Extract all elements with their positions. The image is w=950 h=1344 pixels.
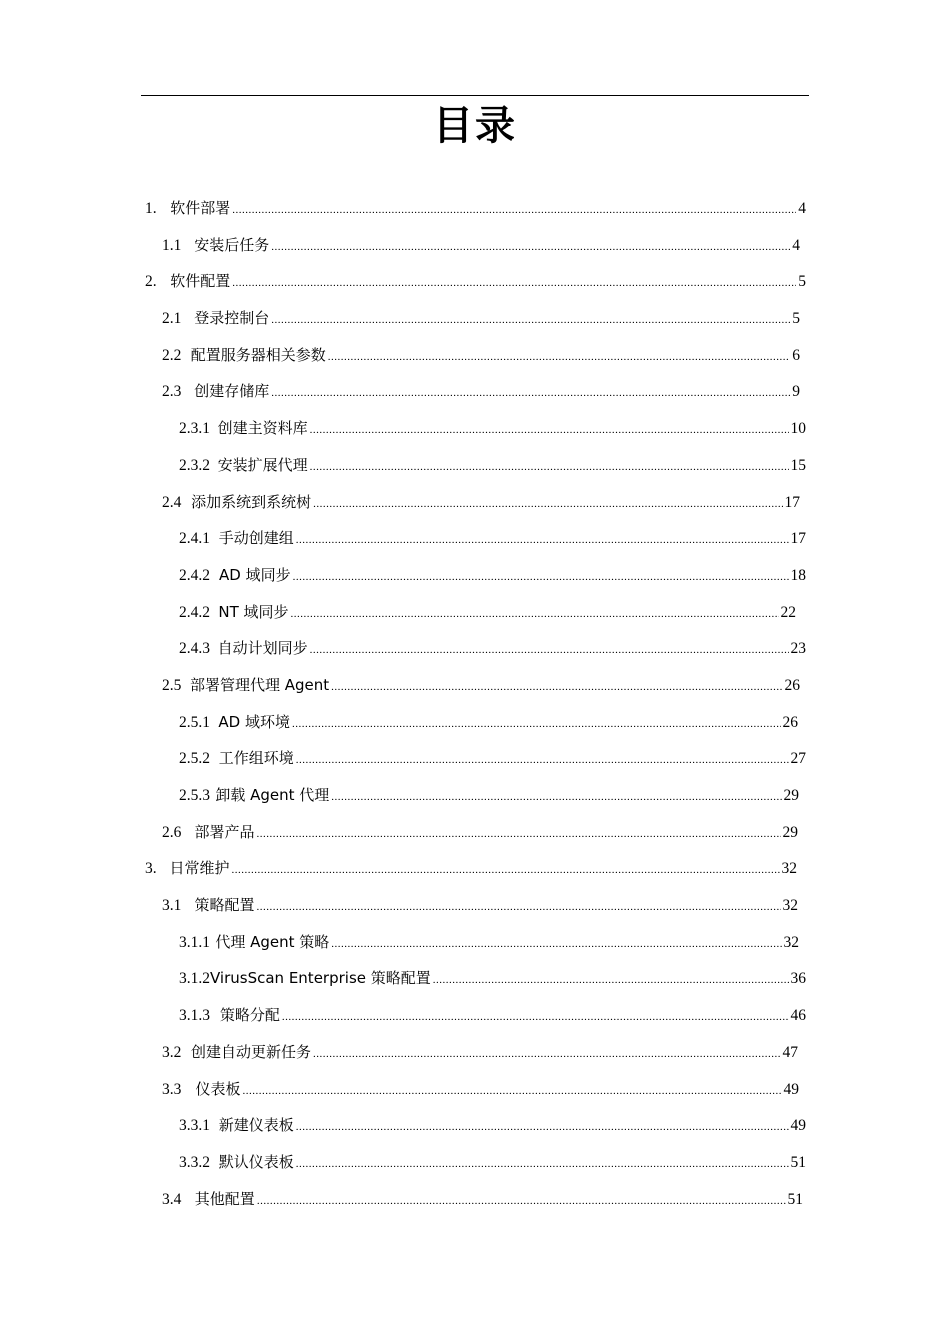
toc-entry[interactable] [162,1041,798,1078]
toc-entry[interactable] [179,454,806,491]
toc-page-number: 26 [782,713,798,731]
toc-dot-leader [310,461,789,473]
toc-dot-leader [310,424,789,436]
toc-page-number: 36 [790,970,806,988]
toc-entry[interactable] [179,784,799,821]
toc-entry-label: 工作组环境 [218,749,294,768]
toc-entry-label: 配置服务器相关参数 [190,345,326,364]
toc-dot-leader [296,534,789,546]
toc-page-number: 29 [783,787,799,804]
toc-entry-label: 创建自动更新任务 [191,1042,312,1061]
toc-dot-leader [328,351,791,363]
toc-entry-number: 2.4 [162,493,182,511]
toc-entry-label: NT 域同步 [218,602,289,621]
toc-entry-label: 软件配置 [170,272,231,291]
toc-entry-number: 2.5.2 [179,750,210,768]
toc-dot-leader [271,241,790,253]
toc-page-number: 4 [792,236,800,254]
toc-entry[interactable] [179,1114,806,1151]
toc-page-number: 49 [790,1117,806,1135]
toc-dot-leader [433,974,789,986]
toc-entry-number: 2.3.1 [179,420,210,438]
toc-page-number: 4 [798,200,806,217]
toc-entry-label: 其他配置 [194,1189,255,1208]
toc-entry-label: 默认仪表板 [218,1152,294,1171]
toc-entry-label: 部署产品 [194,822,255,841]
toc-page-number: 5 [792,310,800,328]
toc-dot-leader [242,1085,781,1097]
toc-entry-label: 安装扩展代理 [217,455,308,474]
toc-entry-label: 软件部署 [170,199,231,217]
toc-entry[interactable] [162,894,798,931]
toc-page-number: 32 [781,860,797,878]
toc-entry[interactable] [179,967,806,1004]
toc-dot-leader [232,204,796,216]
toc-entry-label: 策略配置 [194,896,255,915]
toc-dot-leader [293,571,789,583]
toc-entry[interactable] [179,1004,806,1041]
toc-entry[interactable] [162,674,800,711]
toc-entry-number: 2. [145,273,157,291]
toc-page-number: 23 [790,640,806,658]
toc-entry-number: 2.5 [162,676,182,694]
toc-page-number: 29 [782,823,798,841]
toc-entry-label: 新建仪表板 [218,1116,294,1135]
toc-entry-number: 1.1 [162,236,182,254]
toc-entry[interactable] [162,380,800,417]
toc-entry[interactable] [162,307,800,344]
toc-entry-label: 创建主资料库 [217,419,308,438]
toc-page-number: 5 [798,273,806,291]
toc-entry[interactable] [179,527,806,564]
toc-dot-leader [331,938,781,950]
toc-entry[interactable] [179,747,806,784]
toc-entry[interactable] [145,857,797,894]
toc-page-number: 32 [782,897,798,915]
toc-page-number: 47 [782,1043,798,1061]
toc-entry-label: 自动计划同步 [217,639,308,658]
toc-entry-label: 代理 Agent 策略 [215,932,330,951]
toc-dot-leader [271,387,790,399]
toc-entry-number: 3.3.1 [179,1117,210,1135]
header-rule [141,95,809,96]
toc-page-number: 6 [792,346,800,364]
toc-entry[interactable] [162,1078,799,1115]
toc-entry-number: 2.4.2 [179,603,210,621]
page-title: 目录 [433,103,517,149]
toc-page-number: 9 [792,383,800,401]
toc-entry-number: 3.1 [162,897,182,915]
toc-entry[interactable] [145,197,806,234]
toc-entry[interactable] [162,234,800,271]
toc-dot-leader [271,314,790,326]
toc-entry-number: 3.1.3 [179,1007,210,1025]
toc-page-number: 15 [790,456,806,474]
toc-page-number: 32 [783,933,799,951]
table-of-contents [0,197,950,1224]
toc-dot-leader [232,277,796,289]
toc-dot-leader [313,1048,780,1060]
toc-entry-number: 1. [145,200,157,217]
toc-entry-number: 2.2 [162,346,182,364]
toc-entry-number: 2.3 [162,383,182,401]
toc-dot-leader [282,1011,789,1023]
toc-dot-leader [331,791,781,803]
toc-dot-leader [232,864,780,876]
toc-entry-label: 仪表板 [195,1079,241,1098]
toc-dot-leader [313,498,782,510]
toc-dot-leader [296,754,789,766]
toc-page-number: 26 [784,676,800,694]
toc-dot-leader [257,828,781,840]
toc-entry-label: 日常维护 [169,859,230,878]
toc-entry-label: AD 域环境 [218,712,290,731]
toc-entry-number: 2.4.3 [179,640,210,658]
toc-page-number: 22 [780,603,796,621]
toc-page-number: 17 [784,493,800,511]
toc-entry-number: 2.5.3 [179,787,210,804]
toc-entry[interactable] [162,821,798,858]
toc-entry-number: 2.1 [162,310,182,328]
toc-entry-label: 卸载 Agent 代理 [215,786,330,804]
toc-entry-number: 2.4.2 [179,566,210,584]
toc-dot-leader [291,608,779,620]
toc-entry[interactable] [179,637,806,674]
toc-entry-number: 3.3.2 [179,1153,210,1171]
toc-entry-label: 登录控制台 [194,309,270,328]
toc-entry-number: 2.5.1 [179,713,210,731]
toc-page-number: 27 [790,750,806,768]
toc-dot-leader [310,644,789,656]
toc-page-number: 51 [790,1153,806,1171]
toc-entry[interactable] [162,344,800,381]
toc-entry-number: 3.1.2 [179,970,210,988]
toc-entry-number: 3.1.1 [179,933,210,951]
toc-page-number: 18 [790,566,806,584]
toc-entry-number: 2.3.2 [179,456,210,474]
toc-page-number: 49 [783,1080,799,1098]
toc-entry-number: 3. [145,860,157,878]
toc-entry-label: 创建存储库 [194,382,270,401]
toc-entry[interactable] [179,931,799,968]
toc-dot-leader [296,1158,789,1170]
toc-page-number: 51 [787,1190,803,1208]
toc-entry-number: 3.4 [162,1190,182,1208]
toc-entry[interactable] [162,1188,803,1225]
toc-entry-label: 策略分配 [219,1006,280,1025]
toc-entry-number: 2.4.1 [179,530,210,548]
toc-entry-label: AD 域同步 [219,565,291,584]
toc-entry-label: 安装后任务 [194,235,270,254]
toc-entry[interactable] [179,417,806,454]
toc-entry[interactable] [179,711,798,748]
toc-entry-label: 手动创建组 [218,529,294,548]
toc-dot-leader [296,1121,789,1133]
toc-entry-label: VirusScan Enterprise 策略配置 [210,969,431,988]
toc-dot-leader [292,718,781,730]
toc-entry-label: 部署管理代理 Agent [190,675,330,694]
toc-page-number: 17 [790,530,806,548]
toc-dot-leader [257,901,781,913]
toc-entry-number: 3.2 [162,1043,182,1061]
toc-entry[interactable] [162,491,800,528]
toc-dot-leader [331,681,782,693]
toc-page-number: 10 [790,420,806,438]
toc-dot-leader [257,1195,786,1207]
toc-entry[interactable] [179,601,796,638]
toc-entry[interactable] [179,1151,806,1188]
toc-entry[interactable] [179,564,806,601]
toc-entry-number: 2.6 [162,823,182,841]
toc-entry[interactable] [145,270,806,307]
toc-entry-number: 3.3 [162,1080,182,1098]
toc-entry-label: 添加系统到系统树 [191,492,312,511]
toc-page-number: 46 [790,1007,806,1025]
